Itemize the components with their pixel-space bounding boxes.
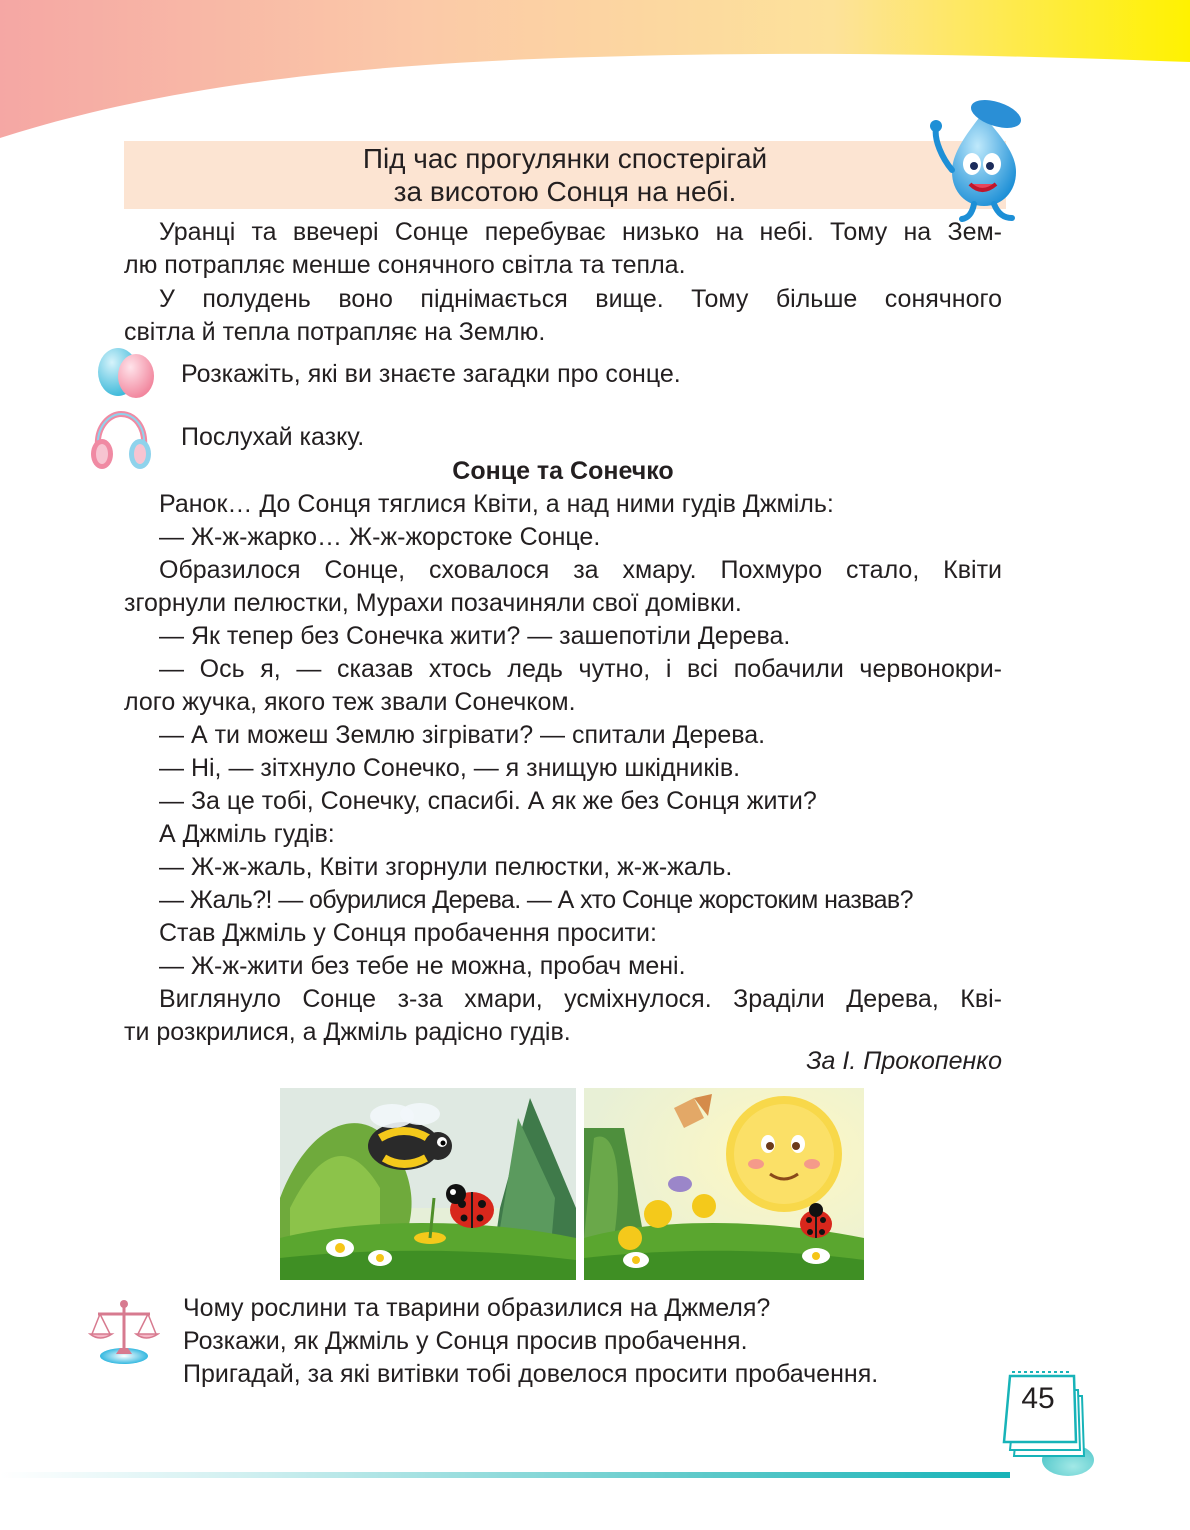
story-line: — Ж-ж-жаль, Квіти згорнули пелюстки, ж-ж-жаль. xyxy=(159,853,733,881)
story-line: — Жаль?! — обурилися Дерева. — А хто Сонце жорстоким назвав? xyxy=(159,886,913,914)
intro-p1-line2: лю потрапляє менше сонячного світла та тепла. xyxy=(124,251,686,279)
story-line: А Джміль гудів: xyxy=(159,820,335,848)
story-line: — Ось я, — сказав хтось ледь чутно, і всі побачили червонокри- xyxy=(159,655,1002,683)
story-line: Виглянуло Сонце з-за хмари, усміхнулося. Зраділи Дерева, Кві- xyxy=(159,985,1002,1013)
intro-p1-line1: Уранці та ввечері Сонце перебуває низько на небі. Тому на Зем- xyxy=(159,218,1002,246)
story-line: згорнули пелюстки, Мурахи позачиняли свої домівки. xyxy=(124,589,742,617)
task-discuss-text: Розкажіть, які ви знаєте загадки про сонце. xyxy=(181,360,681,388)
story-line: Образилося Сонце, сховалося за хмару. Похмуро стало, Квіти xyxy=(159,556,1002,584)
story-line: — А ти можеш Землю зігрівати? — спитали Дерева. xyxy=(159,721,766,749)
story-author: За І. Прокопенко xyxy=(806,1047,1002,1075)
two-speech-bubbles-icon xyxy=(96,346,156,402)
story-line: — Ж-ж-жити без тебе не можна, пробач мені. xyxy=(159,952,686,980)
question-2: Розкажи, як Джміль у Сонця просив пробачення. xyxy=(183,1327,748,1355)
story-line: ти розкрилися, а Джміль радісно гудів. xyxy=(124,1018,571,1046)
tip-line-1: Під час прогулянки спостерігай xyxy=(362,143,768,174)
page-number-block xyxy=(998,1364,1094,1476)
tip-line-2: за висотою Сонця на небі. xyxy=(393,176,737,207)
bottom-divider xyxy=(0,1472,1010,1478)
intro-p2-line2: світла й тепла потрапляє на Землю. xyxy=(124,318,546,346)
story-line: Ранок… До Сонця тяглися Квіти, а над ними гудів Джміль: xyxy=(159,490,834,518)
illustration-sun xyxy=(584,1088,864,1280)
story-line: — Ж-ж-жарко… Ж-ж-жорстоке Сонце. xyxy=(159,523,601,551)
question-3: Пригадай, за які витівки тобі довелося просити пробачення. xyxy=(183,1360,879,1388)
tip-box xyxy=(124,141,1006,209)
story-title: Сонце та Сонечко xyxy=(452,457,674,485)
story-line: — За це тобі, Сонечку, спасибі. А як же без Сонця жити? xyxy=(159,787,817,815)
page-number: 45 xyxy=(1021,1382,1055,1415)
question-1: Чому рослини та тварини образилися на Джмеля? xyxy=(183,1294,771,1322)
scales-icon xyxy=(88,1294,160,1366)
story-line: — Як тепер без Сонечка жити? — зашепотіли Дерева. xyxy=(159,622,791,650)
story-line: — Ні, — зітхнуло Сонечко, — я знищую шкідників. xyxy=(159,754,741,782)
task-listen-text: Послухай казку. xyxy=(181,423,365,451)
story-line: лого жучка, якого теж звали Сонечком. xyxy=(124,688,576,716)
illustration-bumblebee xyxy=(280,1088,576,1280)
water-drop-mascot-icon xyxy=(924,92,1036,222)
intro-p2-line1: У полудень воно піднімається вище. Тому більше сонячного xyxy=(159,285,1002,313)
story-line: Став Джміль у Сонця пробачення просити: xyxy=(159,919,657,947)
